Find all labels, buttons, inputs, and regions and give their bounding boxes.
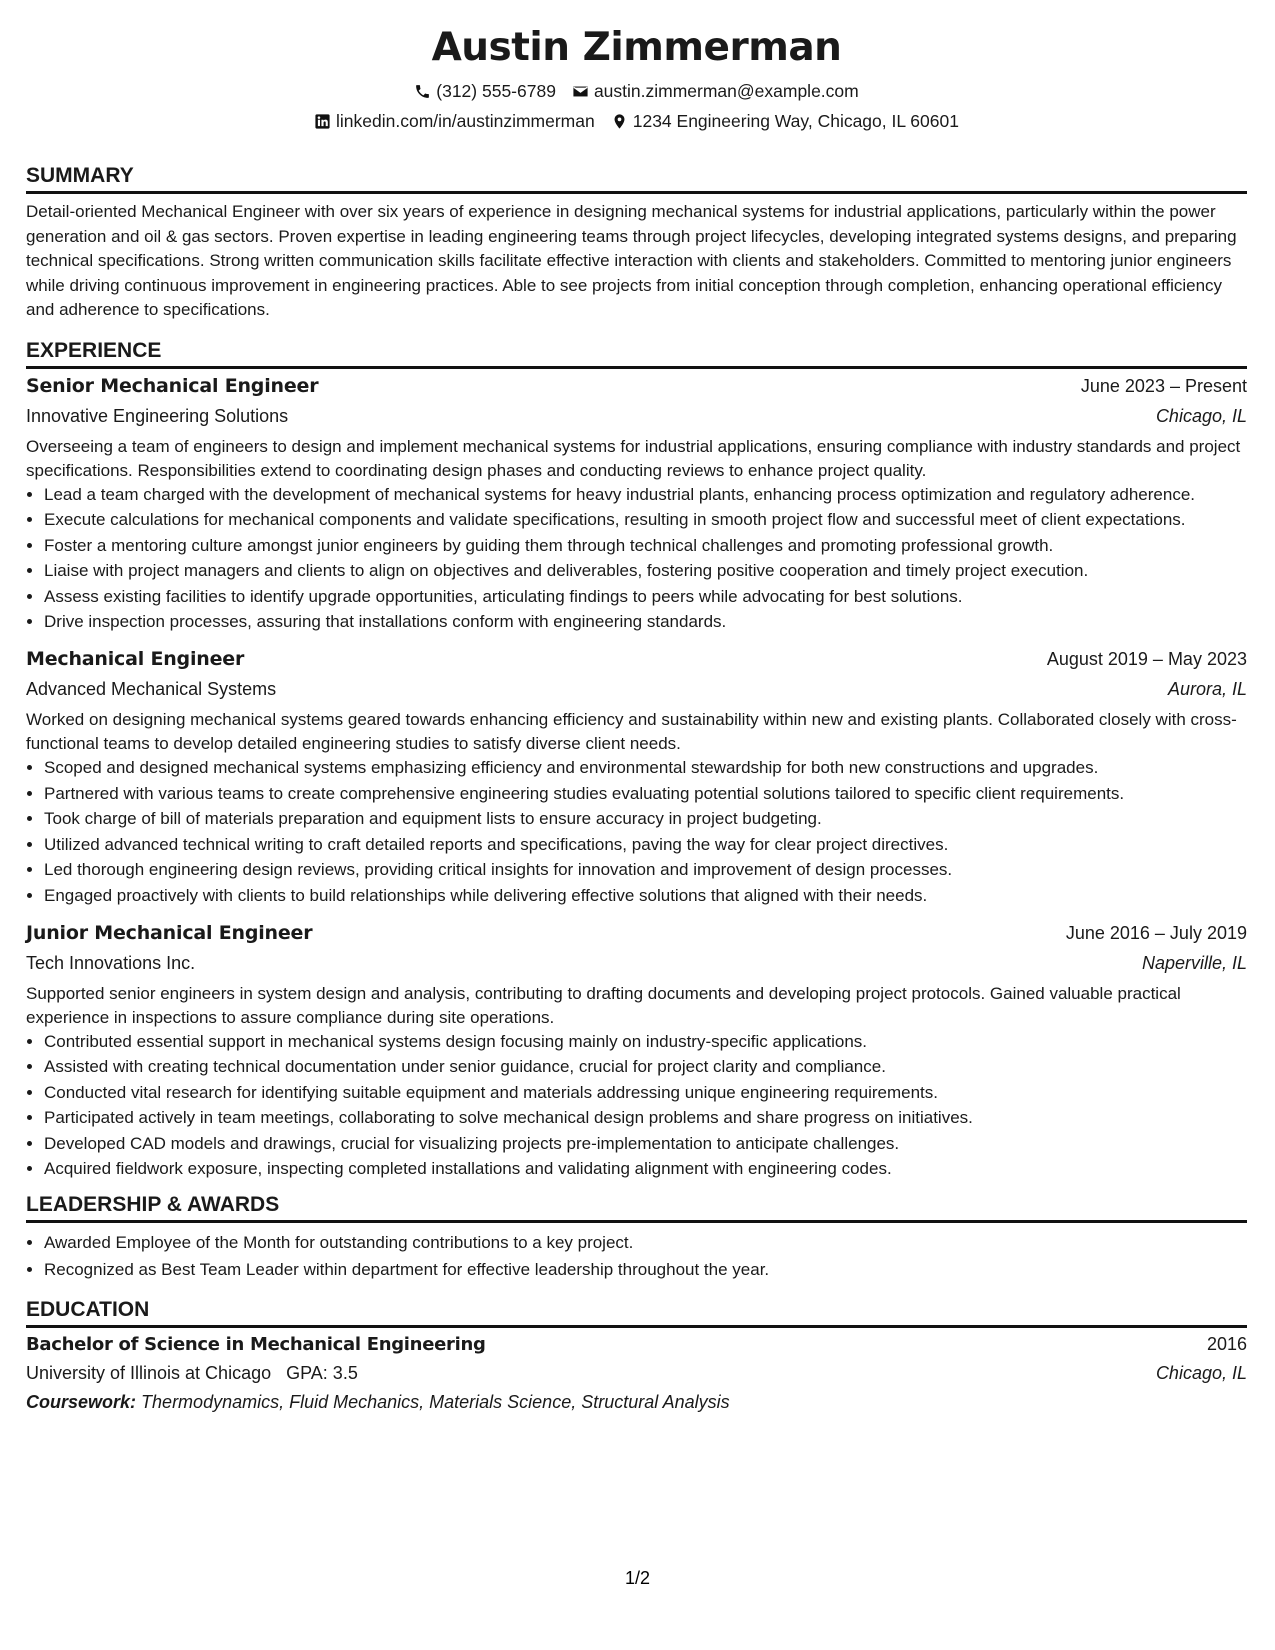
job-title: Senior Mechanical Engineer <box>26 374 319 397</box>
job-dates: June 2023 – Present <box>1080 375 1247 396</box>
contact-row-2 <box>26 106 1247 136</box>
address-text: 1234 Engineering Way, Chicago, IL 60601 <box>632 111 959 131</box>
summary-heading: SUMMARY <box>26 162 1247 194</box>
list-item: • Developed CAD models and drawings, crucial for visualizing projects pre-implementation to anticipate challenges. <box>44 1132 1247 1156</box>
linkedin-link[interactable]: linkedin.com/in/austinzimmerman <box>336 111 595 131</box>
graduation-year: 2016 <box>1206 1334 1247 1354</box>
phone-contact <box>414 76 556 106</box>
job-bullets <box>26 483 1247 635</box>
job-dates: August 2019 – May 2023 <box>1046 649 1247 669</box>
list-item: • Took charge of bill of materials preparation and equipment lists to ensure accuracy in project budgeting. <box>44 807 1247 831</box>
job-entry <box>26 371 1247 635</box>
list-item: • Led thorough engineering design reviews, providing critical insights for innovation and improvement of design processes. <box>44 858 1247 882</box>
awards-section <box>26 1191 1247 1282</box>
job-header <box>26 644 1247 674</box>
awards-list <box>26 1231 1247 1282</box>
job-location: Chicago, IL <box>1155 405 1247 426</box>
job-title: Mechanical Engineer <box>26 648 245 670</box>
job-header <box>26 371 1247 401</box>
list-item: • Awarded Employee of the Month for outstanding contributions to a key project. <box>44 1231 1247 1255</box>
school-line <box>26 1359 358 1388</box>
list-item: • Foster a mentoring culture amongst junior engineers by guiding them through technical challenges and promoting professional growth. <box>44 534 1247 558</box>
list-item: • Scoped and designed mechanical systems emphasizing efficiency and environmental stewardship for both new constructions and upgrades. <box>44 756 1247 780</box>
envelope-icon <box>572 83 589 100</box>
list-item: • Utilized advanced technical writing to craft detailed reports and specifications, paving the way for clear project directives. <box>44 833 1247 857</box>
linkedin-contact <box>314 106 595 136</box>
education-subheader <box>26 1359 1247 1388</box>
coursework-list: Thermodynamics, Fluid Mechanics, Materials Science, Structural Analysis <box>141 1392 730 1412</box>
job-location: Naperville, IL <box>1141 952 1247 973</box>
job-location: Aurora, IL <box>1167 679 1247 699</box>
job-company: Tech Innovations Inc. <box>26 952 196 973</box>
list-item: • Lead a team charged with the development of mechanical systems for heavy industrial plants, enhancing process optimization and regulatory adherence. <box>44 483 1247 507</box>
job-header <box>26 918 1247 948</box>
job-title: Junior Mechanical Engineer <box>26 921 313 944</box>
job-description: Worked on designing mechanical systems geared towards enhancing efficiency and sustainability within new and existing plants. Collaborated closely with cross-functional teams to develop detailed engineering studies to satisfy diverse client needs. <box>26 710 1237 753</box>
list-item: • Contributed essential support in mechanical systems design focusing mainly on industry-specific applications. <box>44 1030 1247 1054</box>
email-contact <box>572 76 859 106</box>
job-entry <box>26 918 1247 1182</box>
job-company: Innovative Engineering Solutions <box>26 405 289 426</box>
linkedin-icon <box>314 113 331 130</box>
school-name: University of Illinois at Chicago <box>26 1363 272 1383</box>
resume-header <box>26 20 1247 136</box>
email-link[interactable]: austin.zimmerman@example.com <box>593 81 859 101</box>
job-bullets <box>26 756 1247 908</box>
job-company: Advanced Mechanical Systems <box>26 679 277 699</box>
list-item: • Assisted with creating technical documentation under senior guidance, crucial for project clarity and compliance. <box>44 1055 1247 1079</box>
list-item: • Assess existing facilities to identify upgrade opportunities, articulating findings to peers while advocating for best solutions. <box>44 585 1247 609</box>
coursework-line <box>26 1388 1247 1417</box>
list-item: • Drive inspection processes, assuring that installations conform with engineering standards. <box>44 610 1247 634</box>
school-location: Chicago, IL <box>1155 1363 1247 1383</box>
list-item: • Execute calculations for mechanical components and validate specifications, resulting in smooth project flow and successful meet of client expectations. <box>44 508 1247 532</box>
job-description: Overseeing a team of engineers to design and implement mechanical systems for industrial applications, ensuring compliance with industry standards and project specifications. Responsibilities extend to coordinating design phases and conducting reviews to enhance project quality. <box>26 436 1241 480</box>
job-subheader <box>26 401 1247 431</box>
job-description: Supported senior engineers in system design and analysis, contributing to drafting documents and developing project protocols. Gained valuable practical experience in inspections to assure compliance during site operations. <box>26 983 1181 1027</box>
job-subheader <box>26 674 1247 704</box>
candidate-name: Austin Zimmerman <box>431 25 842 70</box>
summary-text: Detail-oriented Mechanical Engineer with over six years of experience in designing mechanical systems for industrial applications, particularly within the power generation and oil & gas sectors. Proven expertise in leading engineering teams through project lifecycles, developing integrated systems designs, and preparing technical specifications. Strong written communication skills facilitate effective interaction with clients and stakeholders. Committed to mentoring junior engineers while driving continuous improvement in engineering practices. Able to see projects from initial conception through completion, enhancing operational efficiency and adherence to specifications. <box>26 202 1237 319</box>
job-bullets <box>26 1030 1247 1182</box>
summary-section <box>26 162 1247 323</box>
experience-heading: EXPERIENCE <box>26 337 1247 369</box>
phone-text[interactable]: (312) 555-6789 <box>436 81 556 101</box>
list-item: • Recognized as Best Team Leader within department for effective leadership throughout the year. <box>44 1258 1247 1282</box>
gpa: GPA: 3.5 <box>286 1363 358 1383</box>
list-item: • Conducted vital research for identifying suitable equipment and materials addressing unique engineering requirements. <box>44 1081 1247 1105</box>
address-contact <box>611 106 959 136</box>
contact-row-1 <box>26 76 1247 106</box>
list-item: • Engaged proactively with clients to build relationships while delivering effective solutions that aligned with their needs. <box>44 884 1247 908</box>
map-pin-icon <box>611 113 628 130</box>
list-item: • Participated actively in team meetings, collaborating to solve mechanical design problems and share progress on initiatives. <box>44 1106 1247 1130</box>
job-entry <box>26 644 1247 908</box>
awards-heading: LEADERSHIP & AWARDS <box>26 1191 1247 1223</box>
education-header <box>26 1330 1247 1359</box>
job-dates: June 2016 – July 2019 <box>1065 922 1247 943</box>
list-item: • Liaise with project managers and clients to align on objectives and deliverables, fostering positive cooperation and timely project execution. <box>44 559 1247 583</box>
education-section <box>26 1296 1247 1417</box>
phone-icon <box>414 83 431 100</box>
page-number: 1/2 <box>624 1568 651 1588</box>
coursework-label: Coursework: <box>26 1392 137 1412</box>
list-item: • Partnered with various teams to create comprehensive engineering studies evaluating potential solutions tailored to specific client requirements. <box>44 782 1247 806</box>
education-heading: EDUCATION <box>26 1296 1247 1328</box>
degree-title: Bachelor of Science in Mechanical Engineering <box>26 1334 486 1355</box>
job-subheader <box>26 948 1247 978</box>
experience-section <box>26 337 1247 1182</box>
list-item: • Acquired fieldwork exposure, inspecting completed installations and validating alignment with engineering codes. <box>44 1157 1247 1181</box>
